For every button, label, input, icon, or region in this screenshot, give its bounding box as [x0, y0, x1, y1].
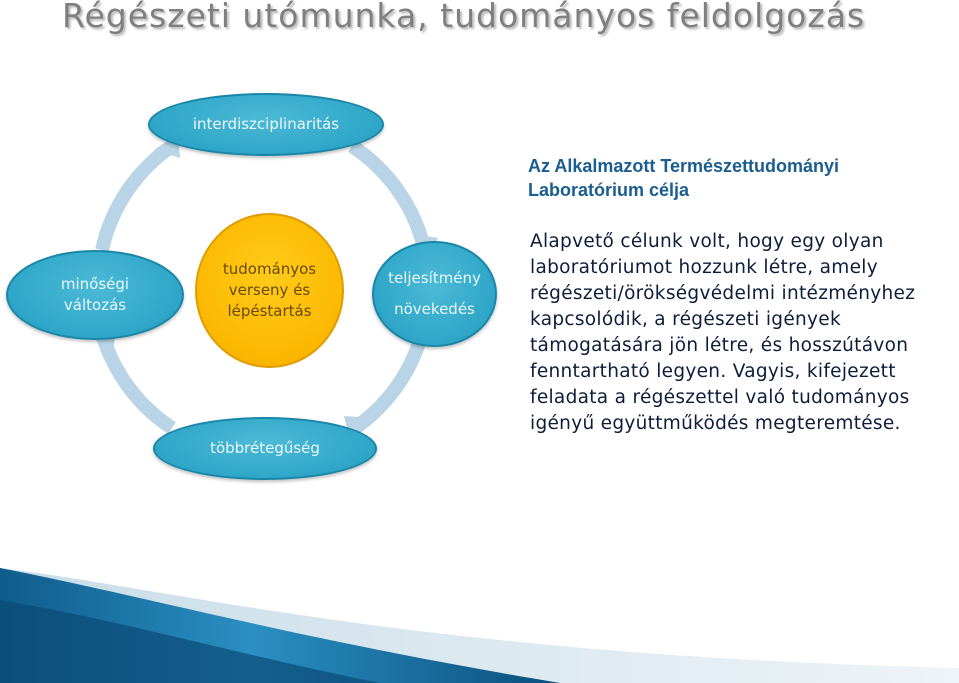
node-bottom-line-1: többrétegűség	[210, 439, 320, 457]
node-left-line-2: változás	[63, 296, 127, 314]
body-line-4: kapcsolódik, a régészeti igények	[530, 309, 841, 330]
arc-bottom-left	[104, 340, 172, 428]
body-text	[530, 229, 959, 437]
section-heading	[528, 154, 839, 202]
body-line-1: Alapvető célunk volt, hogy egy olyan	[530, 231, 884, 252]
body-line-6: fenntartható legyen. Vagyis, kifejezett	[530, 361, 896, 382]
slide-title: Régészeti utómunka, tudományos feldolgozás	[62, 0, 866, 35]
node-right	[372, 241, 497, 347]
body-line-2: laboratóriumot hozzunk létre, amely	[530, 257, 878, 278]
node-center-line-3: lépéstartás	[227, 302, 312, 320]
heading-line-1: Az Alkalmazott Természettudományi	[528, 156, 840, 176]
body-line-3: régészeti/örökségvédelmi intézményhez	[530, 283, 916, 304]
body-line-5: támogatására jön létre, és hosszútávon	[530, 335, 909, 356]
node-right-line-1: teljesítmény	[388, 269, 481, 287]
body-line-7: feladata a régészettel való tudományos	[530, 387, 910, 408]
footer-wave-decoration	[0, 560, 959, 683]
node-top	[148, 93, 384, 156]
body-line-8: igényű együttműködés megteremtése.	[530, 413, 901, 434]
node-bottom	[153, 417, 377, 480]
arc-left-top	[102, 146, 172, 250]
node-top-line-1: interdiszciplinaritás	[192, 115, 340, 133]
node-left-line-1: minőségi	[60, 275, 130, 293]
node-left	[6, 250, 184, 340]
arc-right-bottom	[355, 340, 420, 428]
cycle-diagram	[0, 0, 520, 500]
node-right-line-2: növekedés	[394, 300, 475, 318]
arc-top-right	[352, 146, 425, 252]
heading-line-2: Laboratórium célja	[528, 180, 690, 200]
node-center	[195, 213, 344, 368]
node-center-line-1: tudományos	[222, 260, 317, 278]
node-center-line-2: verseny és	[228, 281, 311, 299]
